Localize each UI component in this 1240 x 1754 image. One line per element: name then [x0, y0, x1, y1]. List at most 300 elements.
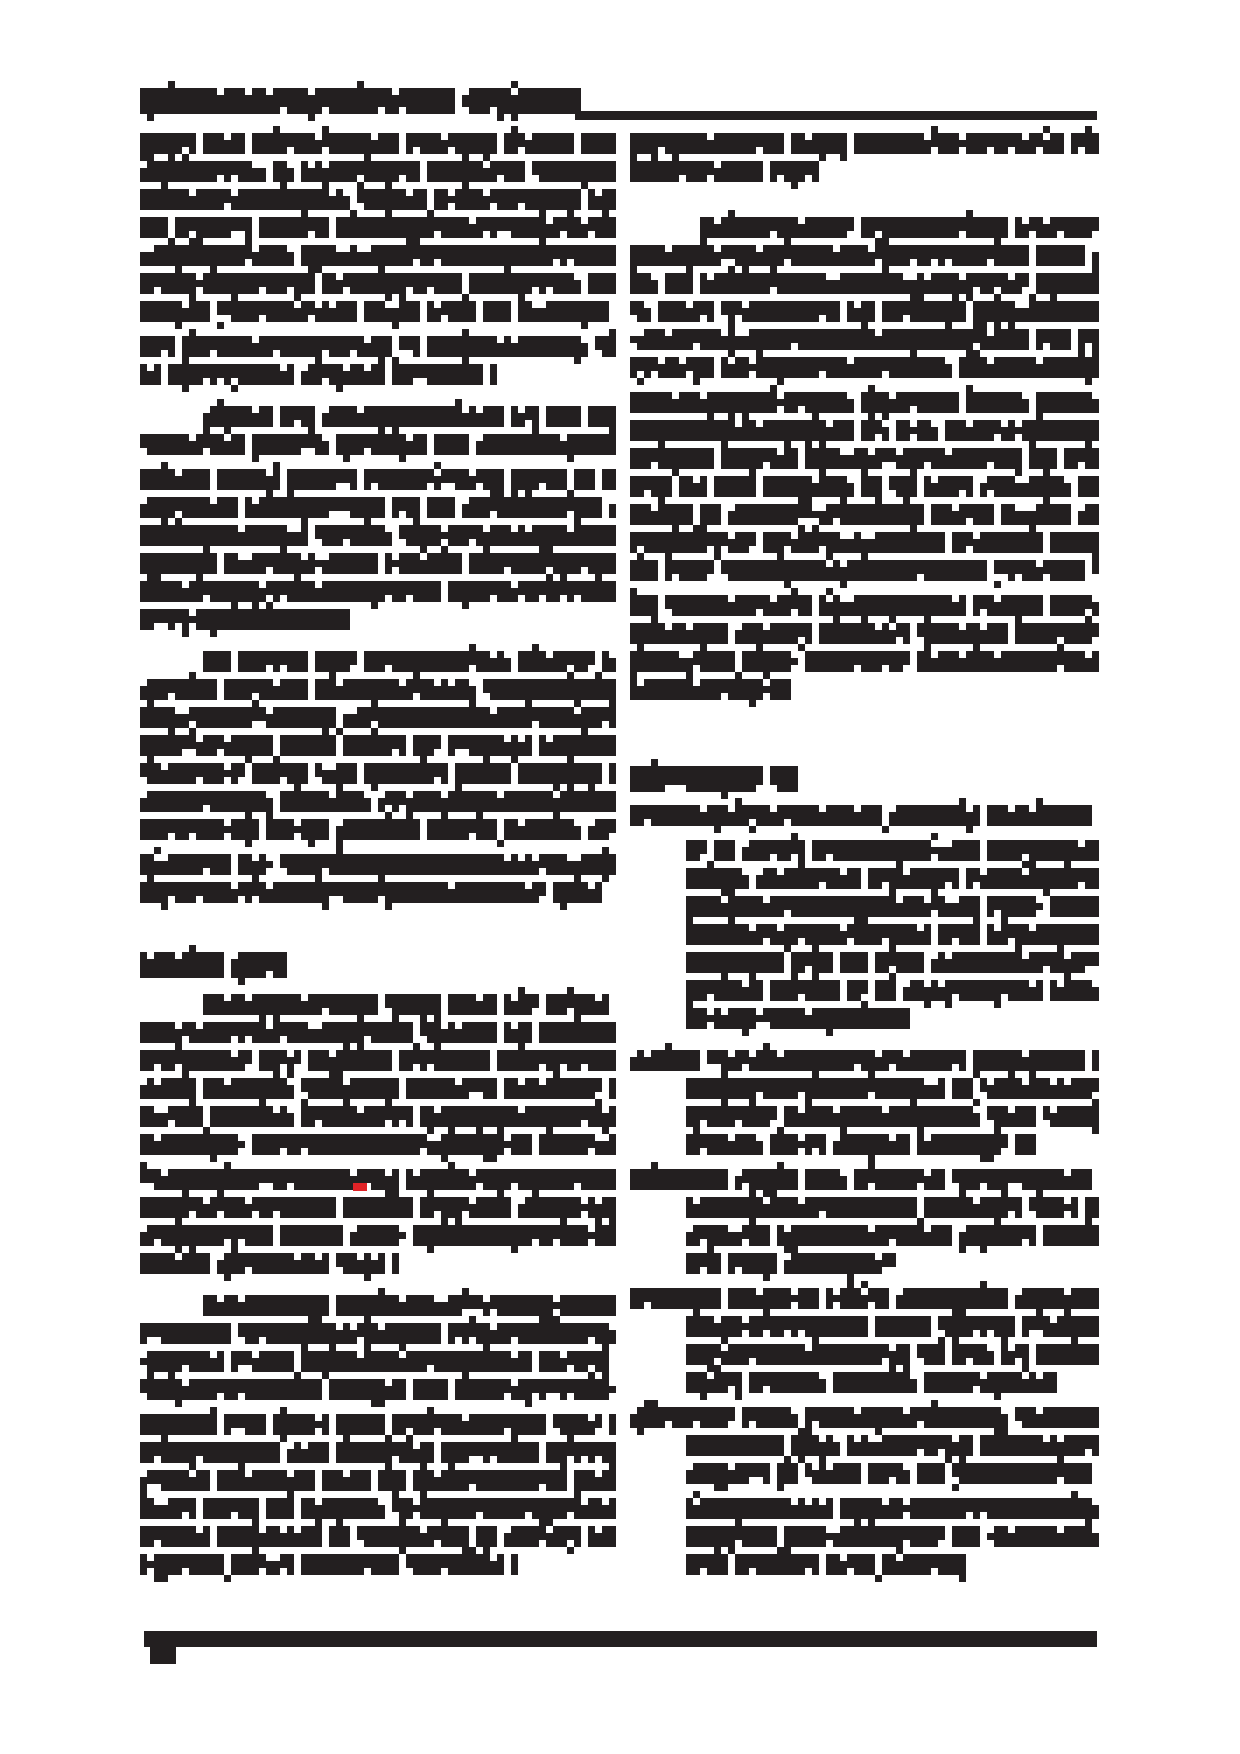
notch [476, 483, 483, 490]
notch [259, 287, 266, 294]
ink-fragment [140, 273, 238, 294]
ink-fragment [567, 1442, 616, 1463]
notch [196, 1526, 203, 1533]
descender [784, 1456, 791, 1463]
notch [1015, 1183, 1022, 1190]
descender [889, 973, 896, 980]
ink-fragment [1057, 924, 1099, 945]
notch [357, 406, 364, 413]
ink-fragment [945, 651, 1043, 672]
descender [147, 1372, 154, 1379]
ink-fragment [770, 392, 826, 413]
descender [924, 644, 931, 651]
notch [742, 301, 749, 308]
notch [679, 651, 686, 658]
ascender [833, 616, 840, 623]
notch [889, 462, 896, 469]
notch [588, 1414, 595, 1421]
notch [518, 147, 525, 154]
notch [371, 483, 378, 490]
ink-fragment [686, 1316, 742, 1337]
descender [1036, 413, 1043, 420]
ink-fragment [1022, 952, 1071, 973]
notch [567, 525, 574, 532]
notch [805, 1008, 812, 1015]
notch [903, 1498, 910, 1505]
notch [770, 595, 777, 602]
notch [665, 245, 672, 252]
notch [469, 539, 476, 546]
notch [203, 595, 210, 602]
notch [658, 147, 665, 154]
notch [735, 420, 742, 427]
notch [154, 1134, 161, 1141]
notch [140, 1470, 147, 1477]
ink-fragment [1036, 329, 1071, 350]
notch [357, 175, 364, 182]
notch [399, 1120, 406, 1127]
notch [1008, 1344, 1015, 1351]
notch [420, 1526, 427, 1533]
ink-fragment [224, 1134, 245, 1155]
ink-fragment [525, 497, 546, 518]
descender [798, 1456, 805, 1463]
ascender [1043, 126, 1050, 133]
notch [154, 1064, 161, 1071]
descender [308, 840, 315, 847]
notch [1036, 560, 1043, 567]
ink-fragment [406, 133, 462, 154]
notch [434, 1428, 441, 1435]
notch [854, 301, 861, 308]
ink-fragment [924, 1372, 1001, 1393]
notch [322, 350, 329, 357]
notch [329, 434, 336, 441]
notch [525, 882, 532, 889]
notch [707, 1008, 714, 1015]
ascender [553, 1071, 560, 1078]
ink-fragment [364, 245, 392, 266]
notch [434, 1470, 441, 1477]
notch [252, 896, 259, 903]
notch [882, 462, 889, 469]
notch [1064, 476, 1071, 483]
ink-fragment [1029, 1197, 1078, 1218]
notch [483, 189, 490, 196]
notch [511, 1022, 518, 1029]
ascender [182, 1071, 189, 1078]
ascender [161, 518, 168, 525]
notch [329, 511, 336, 518]
descender [420, 1463, 427, 1470]
notch [777, 1050, 784, 1057]
notch [140, 1393, 147, 1400]
ascender [1001, 1337, 1008, 1344]
notch [924, 273, 931, 280]
ink-fragment [777, 840, 805, 861]
notch [259, 1337, 266, 1344]
notch [546, 217, 553, 224]
notch [588, 819, 595, 826]
notch [742, 1183, 749, 1190]
notch [1064, 1078, 1071, 1085]
ink-fragment [1015, 217, 1050, 238]
ink-fragment [546, 1442, 567, 1463]
ink-fragment [504, 1022, 532, 1043]
ink-fragment [280, 854, 322, 875]
notch [539, 868, 546, 875]
notch [798, 938, 805, 945]
notch [252, 161, 259, 168]
descender [1036, 1309, 1043, 1316]
ink-fragment [483, 679, 546, 700]
notch [217, 1253, 224, 1260]
ink-fragment [784, 1526, 868, 1547]
descender [336, 784, 343, 791]
notch [1022, 217, 1029, 224]
notch [525, 525, 532, 532]
ink-fragment [231, 364, 294, 385]
descender [175, 1043, 182, 1050]
notch [420, 1148, 427, 1155]
ink-fragment [882, 329, 952, 350]
header-rule [575, 111, 1097, 120]
notch [315, 567, 322, 574]
notch [238, 1134, 245, 1141]
notch [161, 1169, 168, 1176]
descender [350, 210, 357, 217]
descender [560, 1463, 567, 1470]
notch [343, 364, 350, 371]
ascender [273, 462, 280, 469]
notch [721, 546, 728, 553]
ink-fragment [140, 434, 168, 455]
descender [420, 1491, 427, 1498]
descender [994, 238, 1001, 245]
ink-fragment [336, 1295, 420, 1316]
notch [224, 833, 231, 840]
notch [840, 560, 847, 567]
ink-fragment [399, 1442, 434, 1463]
notch [987, 462, 994, 469]
descender [252, 602, 259, 609]
notch [224, 434, 231, 441]
ink-fragment [966, 1288, 1008, 1309]
notch [567, 1393, 574, 1400]
ink-fragment [490, 189, 581, 210]
notch [238, 497, 245, 504]
notch [798, 1148, 805, 1155]
ink-fragment [224, 1197, 252, 1218]
ink-fragment [518, 1295, 602, 1316]
ink-fragment [203, 1295, 266, 1316]
ink-fragment [385, 994, 441, 1015]
ink-fragment [462, 88, 518, 114]
notch [238, 525, 245, 532]
notch [1092, 574, 1099, 581]
ink-fragment [308, 336, 392, 357]
descender [1064, 861, 1071, 868]
ink-fragment [854, 133, 875, 154]
ink-fragment [448, 882, 546, 903]
notch [875, 231, 882, 238]
ascender [917, 1218, 924, 1225]
ink-fragment [476, 434, 532, 455]
notch [875, 259, 882, 266]
ink-fragment [1050, 840, 1099, 861]
ink-fragment [686, 924, 763, 945]
ink-fragment [287, 469, 357, 490]
notch [742, 1239, 749, 1246]
notch [756, 1134, 763, 1141]
ink-fragment [882, 301, 966, 322]
notch [798, 217, 805, 224]
notch [994, 434, 1001, 441]
notch [945, 952, 952, 959]
ink-fragment [175, 217, 252, 238]
notch [203, 1197, 210, 1204]
ascender [378, 357, 385, 364]
notch [567, 854, 574, 861]
ink-fragment [847, 980, 868, 1001]
notch [945, 357, 952, 364]
notch [511, 1379, 518, 1386]
notch [840, 924, 847, 931]
notch [518, 735, 525, 742]
descender [287, 1491, 294, 1498]
ink-fragment [686, 1253, 721, 1274]
notch [805, 1498, 812, 1505]
notch [224, 763, 231, 770]
notch [161, 1498, 168, 1505]
ink-fragment [777, 896, 805, 917]
notch [462, 497, 469, 504]
ink-fragment [182, 952, 224, 978]
notch [917, 1183, 924, 1190]
notch [217, 378, 224, 385]
notch [896, 1554, 903, 1561]
notch [840, 868, 847, 875]
ink-fragment [462, 854, 497, 875]
descender [959, 1246, 966, 1253]
ascender [805, 497, 812, 504]
notch [301, 1050, 308, 1057]
notch [595, 350, 602, 357]
ink-fragment [546, 1106, 616, 1127]
ascender [1029, 525, 1036, 532]
ink-fragment [1092, 1344, 1099, 1365]
ink-fragment [588, 189, 616, 210]
ink-fragment [497, 1106, 546, 1127]
ascender [217, 1190, 224, 1197]
descender [728, 322, 735, 329]
notch [392, 749, 399, 756]
notch [469, 1484, 476, 1491]
ink-fragment [329, 1526, 350, 1547]
descender [1092, 553, 1099, 560]
notch [868, 532, 875, 539]
ink-fragment [826, 1169, 847, 1190]
ink-fragment [336, 1414, 385, 1435]
ink-fragment [1015, 1498, 1099, 1519]
descender [686, 672, 693, 679]
ink-fragment [441, 553, 462, 574]
notch [1015, 420, 1022, 427]
notch [630, 1050, 637, 1057]
ascender [742, 413, 749, 420]
ascender [434, 462, 441, 469]
notch [966, 518, 973, 525]
ink-fragment [721, 273, 812, 294]
ink-fragment [700, 679, 791, 700]
ink-fragment [910, 1435, 938, 1456]
notch [1022, 868, 1029, 875]
notch [728, 1386, 735, 1393]
descender [784, 945, 791, 952]
notch [847, 231, 854, 238]
notch [539, 994, 546, 1001]
notch [161, 623, 168, 630]
descender [777, 378, 784, 385]
ascender [1050, 294, 1057, 301]
notch [287, 161, 294, 168]
ink-fragment [833, 1134, 910, 1155]
descender [427, 210, 434, 217]
ink-fragment [1015, 1463, 1092, 1484]
notch [315, 1120, 322, 1127]
notch [217, 693, 224, 700]
ascender [357, 81, 364, 88]
notch [1043, 574, 1050, 581]
ascender [574, 700, 581, 707]
ink-fragment [546, 1197, 616, 1218]
ink-fragment [322, 854, 378, 875]
ink-fragment [826, 1554, 875, 1575]
notch [322, 763, 329, 770]
ink-fragment [959, 1225, 1036, 1246]
ascender [140, 154, 147, 161]
notch [889, 623, 896, 630]
ink-fragment [742, 420, 784, 441]
ink-fragment [182, 336, 224, 357]
ink-fragment [364, 651, 427, 672]
descender [441, 1155, 448, 1162]
notch [357, 245, 364, 252]
notch [903, 1498, 910, 1505]
ink-fragment [252, 1197, 336, 1218]
notch [399, 679, 406, 686]
notch [217, 1295, 224, 1302]
ink-fragment [791, 1435, 840, 1456]
ink-fragment [273, 161, 294, 182]
ascender [322, 126, 329, 133]
notch [742, 1330, 749, 1337]
ink-fragment [728, 1288, 749, 1309]
notch [931, 952, 938, 959]
notch [336, 273, 343, 280]
notch [973, 1092, 980, 1099]
notch [189, 189, 196, 196]
notch [609, 833, 616, 840]
notch [917, 1358, 924, 1365]
notch [315, 301, 322, 308]
notch [665, 329, 672, 336]
ink-fragment [539, 1351, 609, 1372]
notch [413, 259, 420, 266]
ascender [686, 1001, 693, 1008]
ink-fragment [917, 1134, 966, 1155]
notch [560, 1351, 567, 1358]
notch [1008, 273, 1015, 280]
descender [721, 1071, 728, 1078]
notch [987, 1120, 994, 1127]
ink-fragment [1071, 133, 1099, 154]
ink-fragment [896, 1316, 931, 1337]
notch [217, 749, 224, 756]
ink-fragment [889, 1407, 959, 1428]
ink-fragment [861, 392, 959, 413]
notch [364, 1036, 371, 1043]
ink-fragment [266, 819, 329, 840]
notch [182, 1568, 189, 1575]
notch [399, 1225, 406, 1232]
ascender [364, 1344, 371, 1351]
notch [532, 854, 539, 861]
notch [231, 175, 238, 182]
notch [532, 287, 539, 294]
ink-fragment [329, 1106, 413, 1127]
ascender [294, 294, 301, 301]
notch [952, 1239, 959, 1246]
descender [287, 1071, 294, 1078]
descender [980, 1155, 987, 1162]
ink-fragment [406, 273, 462, 294]
ascender [847, 1281, 854, 1288]
notch [749, 1050, 756, 1057]
ink-fragment [140, 1134, 224, 1155]
notch [553, 259, 560, 266]
notch [791, 609, 798, 616]
notch [175, 1253, 182, 1260]
notch [140, 1470, 147, 1477]
notch [315, 133, 322, 140]
notch [245, 994, 252, 1001]
notch [581, 1120, 588, 1127]
ink-fragment [686, 1197, 763, 1218]
notch [910, 259, 917, 266]
notch [287, 245, 294, 252]
ink-fragment [917, 651, 945, 672]
descender [917, 1127, 924, 1134]
ink-fragment [987, 1526, 1022, 1547]
notch [175, 707, 182, 714]
notch [497, 175, 504, 182]
ink-fragment [266, 1106, 294, 1127]
notch [770, 785, 777, 792]
ascender [1036, 798, 1043, 805]
notch [763, 679, 770, 686]
notch [322, 378, 329, 385]
ink-fragment [497, 273, 581, 294]
ink-fragment [728, 1225, 770, 1246]
ink-fragment [140, 581, 168, 602]
notch [455, 1337, 462, 1344]
notch [161, 623, 168, 630]
notch [609, 651, 616, 658]
ink-fragment [217, 882, 280, 903]
ascender [973, 644, 980, 651]
notch [973, 1330, 980, 1337]
